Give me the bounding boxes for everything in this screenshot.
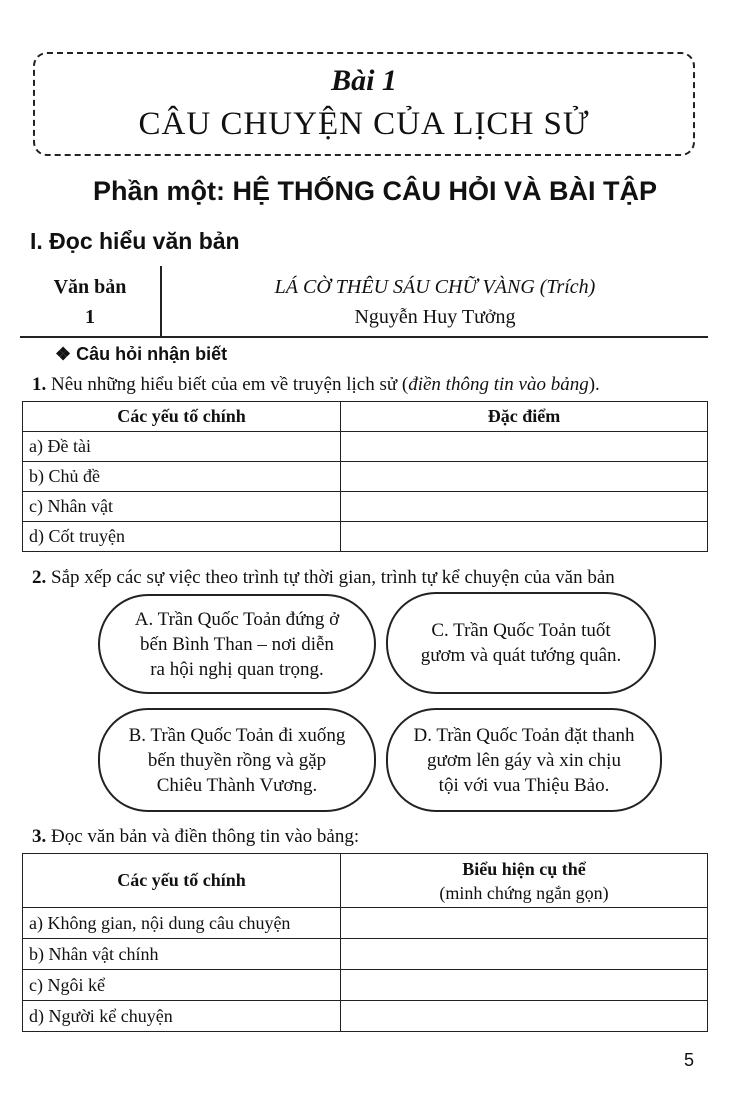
event-d-line: tội với vua Thiệu Bảo.: [438, 774, 610, 796]
text-title-note: (Trích): [539, 276, 596, 298]
event-d-line: D. Trần Quốc Toản đặt thanh: [413, 724, 635, 746]
answer-cell[interactable]: [341, 939, 708, 970]
event-c-line: C. Trần Quốc Toản tuốt: [431, 620, 611, 641]
answer-cell[interactable]: [341, 970, 708, 1001]
event-a-line: A. Trần Quốc Toản đứng ở: [134, 608, 340, 630]
q1-end: ).: [588, 374, 600, 395]
table-row: a) Không gian, nội dung câu chuyện: [23, 908, 341, 939]
q1-number: 1.: [32, 374, 47, 395]
answer-cell[interactable]: [341, 462, 708, 492]
answer-cell[interactable]: [341, 522, 708, 552]
event-d: [386, 708, 662, 812]
event-a-line: bến Bình Than – nơi diễn: [140, 633, 334, 655]
text-label-line2: 1: [85, 306, 95, 328]
q1-header-features: Đặc điểm: [341, 402, 708, 432]
q3-header-evidence-note: (minh chứng ngắn gọn): [439, 882, 609, 903]
page-number: 5: [683, 1050, 694, 1070]
event-c-line: gươm và quát tướng quân.: [420, 645, 622, 666]
event-b-line: B. Trần Quốc Toản đi xuống: [128, 724, 346, 746]
event-d-line: gươm lên gáy và xin chịu: [427, 749, 621, 771]
section-title: I. Đọc hiểu văn bản: [30, 228, 240, 254]
q3-header-elements: Các yếu tố chính: [23, 854, 341, 908]
table-row: d) Người kể chuyện: [23, 1001, 341, 1032]
q3-header-evidence-title: Biểu hiện cụ thể: [462, 858, 586, 879]
question-3: [32, 826, 359, 848]
event-c: [386, 592, 656, 694]
table-row: b) Nhân vật chính: [23, 939, 341, 970]
q2-number: 2.: [32, 567, 47, 588]
q1-table: [22, 401, 708, 552]
q3-table: [22, 853, 708, 1032]
table-row: a) Đề tài: [23, 432, 341, 462]
text-source: [162, 266, 708, 338]
q3-text: Đọc văn bản và điền thông tin vào bảng:: [51, 826, 360, 847]
q3-number: 3.: [32, 826, 47, 847]
q1-text: Nêu những hiểu biết của em về truyện lịch sử (: [51, 374, 409, 395]
question-1: [32, 374, 600, 396]
event-a: [98, 594, 376, 694]
answer-cell[interactable]: [341, 432, 708, 462]
table-row: c) Nhân vật: [23, 492, 341, 522]
event-a-line: ra hội nghị quan trọng.: [150, 658, 324, 680]
answer-cell[interactable]: [341, 492, 708, 522]
table-row: d) Cốt truyện: [23, 522, 341, 552]
text-author: Nguyễn Huy Tưởng: [354, 306, 516, 328]
subheading: ❖ Câu hỏi nhận biết: [55, 344, 228, 364]
text-label: [20, 266, 162, 338]
event-b: [98, 708, 376, 812]
answer-cell[interactable]: [341, 1001, 708, 1032]
q1-header-elements: Các yếu tố chính: [23, 402, 341, 432]
lesson-title: CÂU CHUYỆN CỦA LỊCH SỬ: [138, 106, 590, 142]
part-title: Phần một: HỆ THỐNG CÂU HỎI VÀ BÀI TẬP: [92, 176, 657, 206]
question-2: [32, 567, 615, 589]
text-info-block: [20, 266, 708, 338]
text-label-line1: Văn bản: [53, 276, 127, 298]
answer-cell[interactable]: [341, 908, 708, 939]
table-row: c) Ngôi kể: [23, 970, 341, 1001]
q2-text: Sắp xếp các sự việc theo trình tự thời gian, trình tự kể chuyện của văn bản: [51, 567, 615, 588]
text-title: [162, 272, 708, 302]
q1-italic: điền thông tin vào bảng: [408, 374, 589, 395]
text-title-main: LÁ CỜ THÊU SÁU CHỮ VÀNG: [274, 276, 535, 298]
table-row: b) Chủ đề: [23, 462, 341, 492]
lesson-header: [33, 52, 695, 156]
q3-header-evidence: [341, 854, 708, 908]
lesson-number: Bài 1: [331, 64, 397, 97]
event-b-line: Chiêu Thành Vương.: [156, 774, 318, 796]
event-b-line: bến thuyền rồng và gặp: [147, 749, 327, 771]
